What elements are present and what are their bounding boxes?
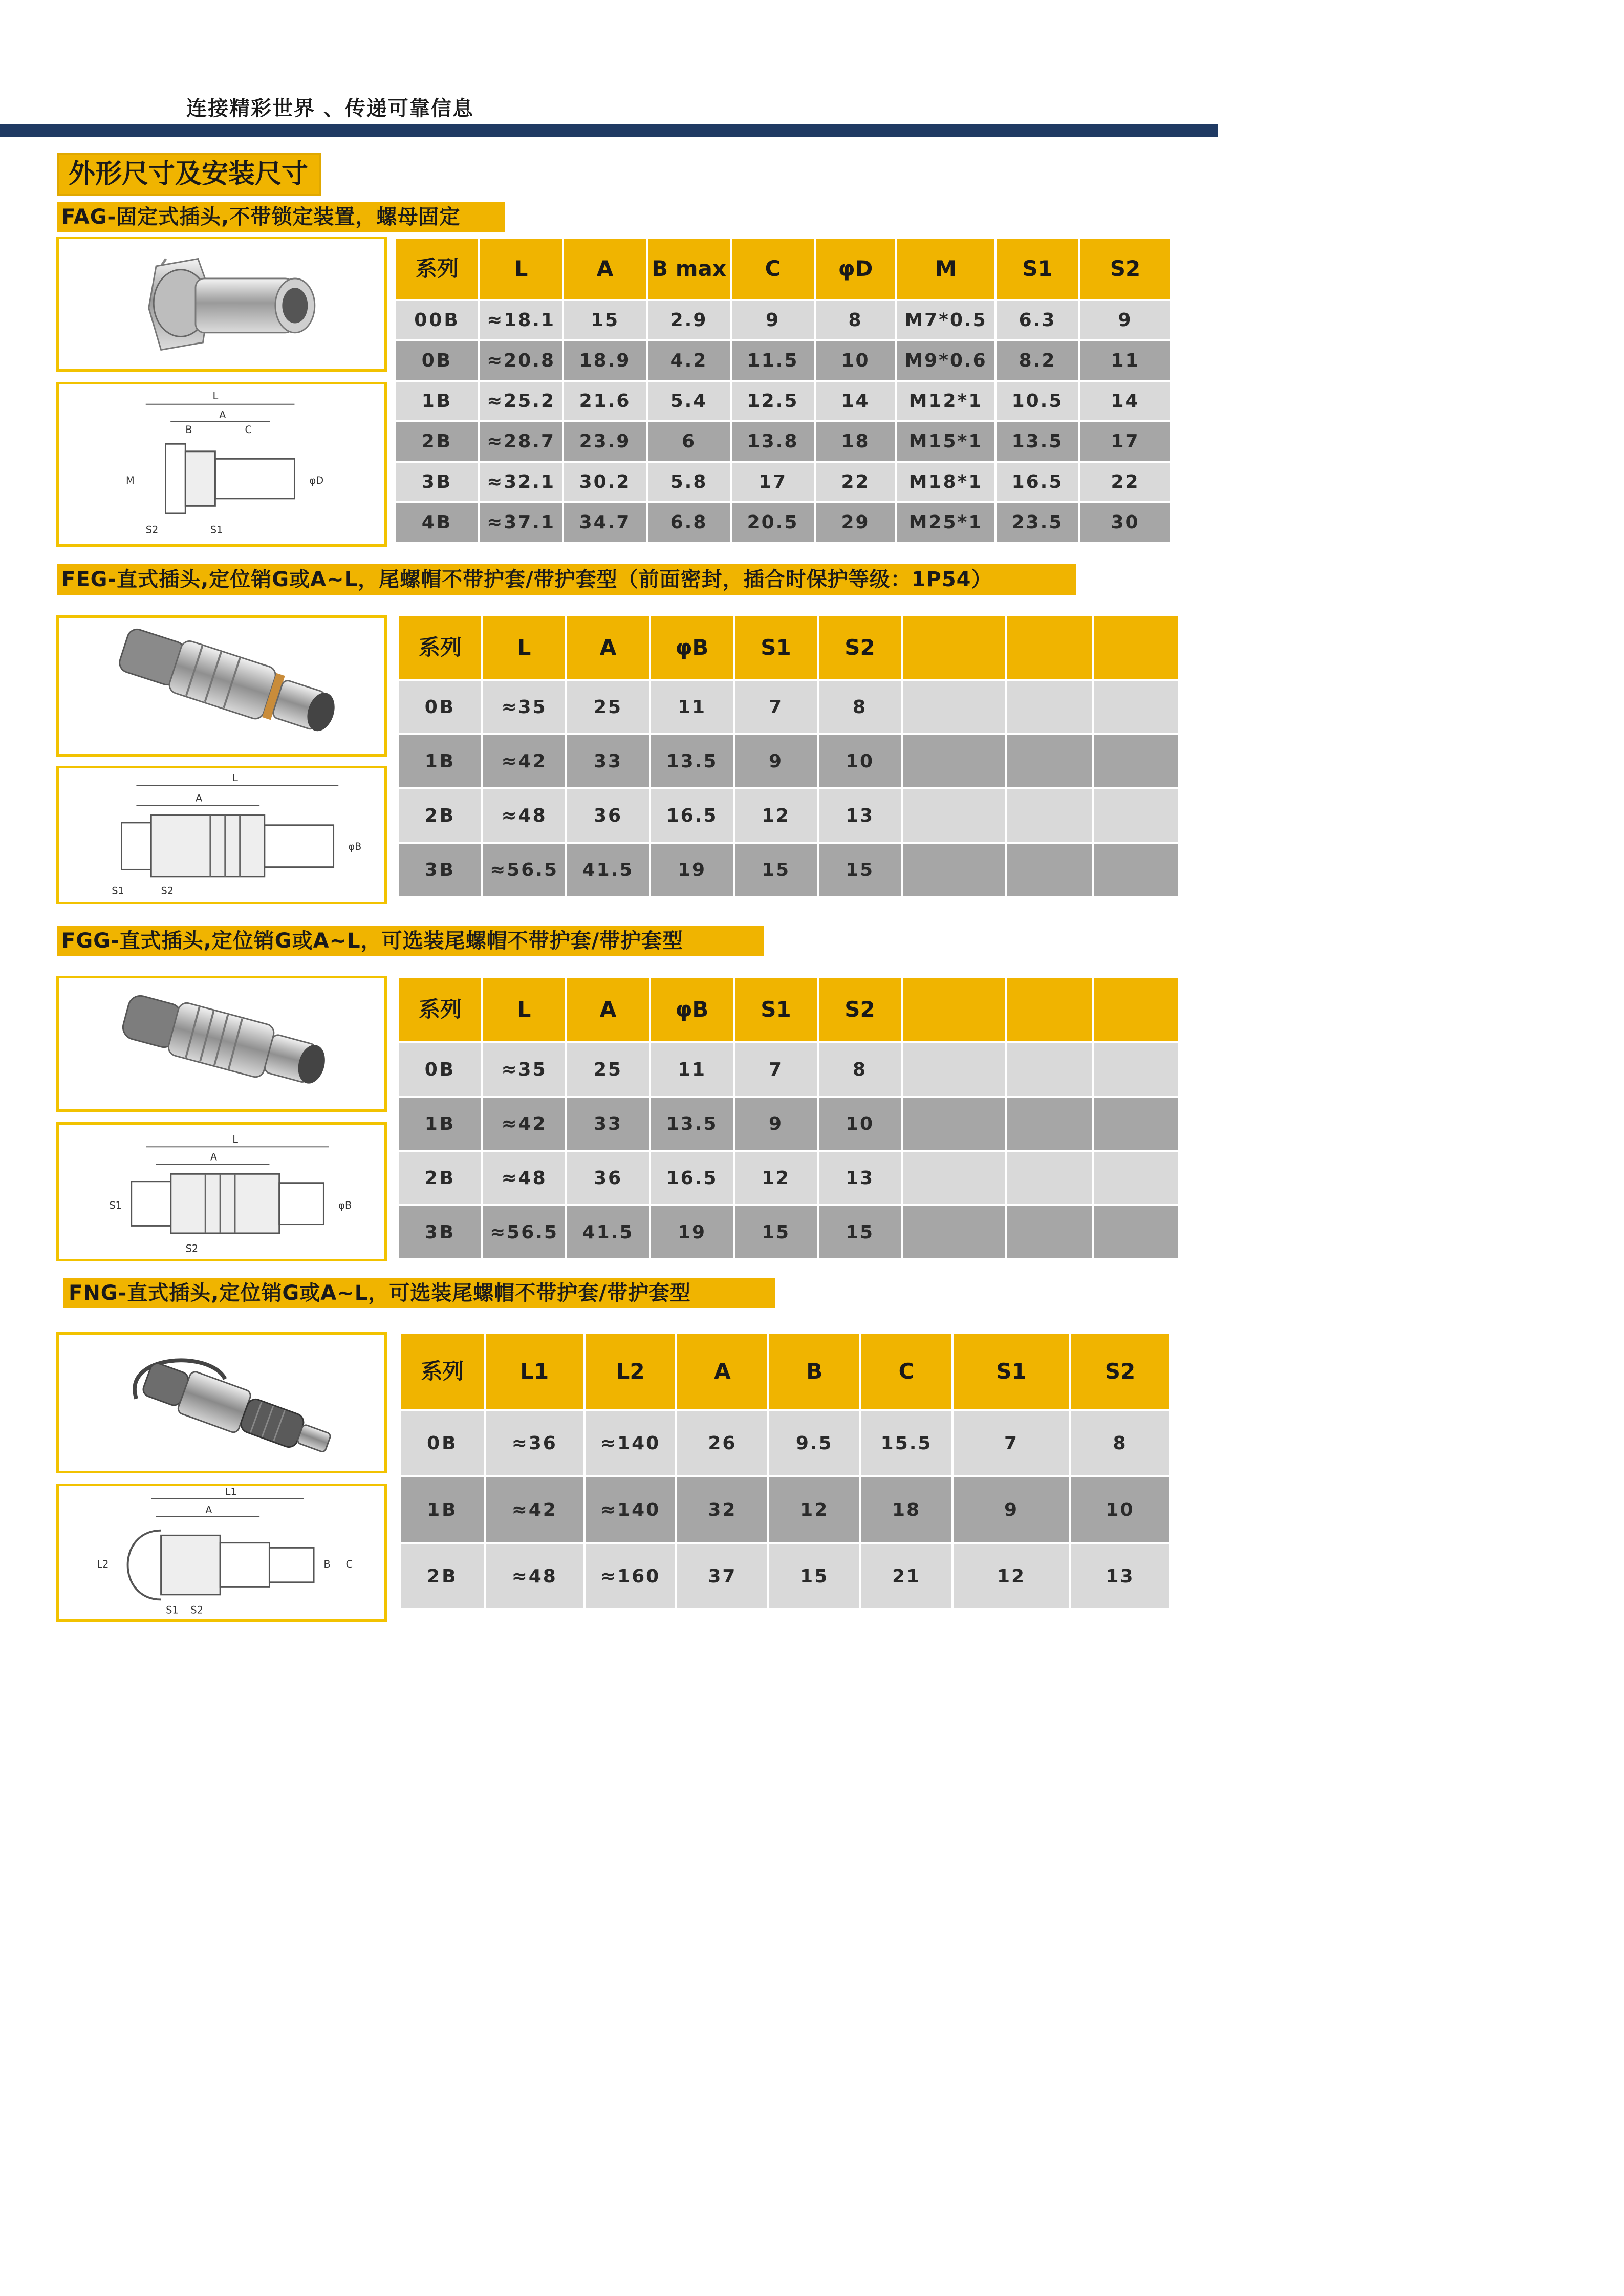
fng-dimension-drawing: [56, 1484, 387, 1622]
table-cell: 13: [1071, 1544, 1169, 1608]
table-cell: [903, 681, 1005, 733]
table-cell: ≈42: [483, 1098, 565, 1150]
table-cell: 15: [769, 1544, 859, 1608]
fng-dim-a: A: [205, 1504, 212, 1516]
column-header: φB: [651, 978, 733, 1041]
table-cell: 11: [651, 1043, 733, 1096]
table-cell: ≈18.1: [480, 301, 562, 339]
table-cell: ≈28.7: [480, 422, 562, 461]
table-row: [396, 503, 1170, 542]
column-header: L: [483, 616, 565, 679]
table-cell: ≈37.1: [480, 503, 562, 542]
feg-dim-s1: S1: [112, 885, 124, 897]
table-row: [401, 1544, 1169, 1608]
table-cell: [903, 1043, 1005, 1096]
column-header: L2: [586, 1334, 676, 1409]
table-cell: 13: [819, 789, 901, 842]
fag-dim-l: L: [212, 390, 219, 402]
column-header: 系列: [396, 239, 478, 299]
table-cell: [1094, 1152, 1178, 1204]
column-header: A: [677, 1334, 767, 1409]
table-cell: 36: [567, 789, 649, 842]
table-cell: [1094, 1206, 1178, 1258]
column-header: S1: [954, 1334, 1069, 1409]
table-cell: 2B: [399, 1152, 481, 1204]
table-cell: 9: [735, 735, 817, 787]
table-cell: [903, 844, 1005, 896]
table-cell: 1B: [401, 1477, 484, 1542]
table-cell: 11: [1080, 341, 1170, 380]
fng-dim-s1: S1: [166, 1604, 179, 1616]
table-cell: 30: [1080, 503, 1170, 542]
table-cell: [903, 1152, 1005, 1204]
fgg-dim-a: A: [210, 1151, 218, 1163]
table-cell: [1007, 1206, 1092, 1258]
table-cell: 29: [816, 503, 895, 542]
feg-dimension-drawing: [56, 766, 387, 904]
column-header: C: [732, 239, 814, 299]
column-header: L: [480, 239, 562, 299]
table-cell: 16.5: [651, 1152, 733, 1204]
table-row: [399, 1152, 1178, 1204]
column-header: B: [769, 1334, 859, 1409]
table-cell: 10: [819, 1098, 901, 1150]
section-label-fgg: FGG-直式插头,定位销G或A~L，可选装尾螺帽不带护套/带护套型: [57, 926, 764, 956]
table-row: [399, 1098, 1178, 1150]
table-cell: 23.5: [997, 503, 1078, 542]
table-cell: 22: [816, 463, 895, 501]
table-cell: 16.5: [997, 463, 1078, 501]
table-cell: ≈56.5: [483, 844, 565, 896]
column-header: A: [567, 978, 649, 1041]
header-slogan: 连接精彩世界 、传递可靠信息: [186, 97, 474, 120]
table-cell: 8: [819, 1043, 901, 1096]
fng-dim-l2: L2: [97, 1558, 109, 1570]
table-cell: 7: [735, 681, 817, 733]
column-header: L1: [486, 1334, 583, 1409]
table-cell: 18: [861, 1477, 951, 1542]
table-cell: ≈42: [486, 1477, 583, 1542]
table-cell: [1007, 681, 1092, 733]
column-header: φB: [651, 616, 733, 679]
fgg-dimension-drawing: [56, 1122, 387, 1261]
table-header-row: [396, 239, 1170, 299]
column-header: S1: [997, 239, 1078, 299]
table-cell: 4B: [396, 503, 478, 542]
table-cell: 10: [816, 341, 895, 380]
table-cell: 16.5: [651, 789, 733, 842]
fag-dim-s2: S2: [145, 524, 159, 536]
table-cell: 25: [567, 1043, 649, 1096]
column-header: [1094, 978, 1178, 1041]
table-cell: 00B: [396, 301, 478, 339]
column-header: A: [567, 616, 649, 679]
table-row: [399, 789, 1178, 842]
column-header: [903, 978, 1005, 1041]
fng-connector-illustration: [59, 1335, 384, 1471]
table-cell: 19: [651, 844, 733, 896]
fng-spec-table: [399, 1332, 1171, 1611]
table-cell: 11: [651, 681, 733, 733]
table-row: [396, 341, 1170, 380]
table-cell: 13.8: [732, 422, 814, 461]
fng-dim-l1: L1: [225, 1486, 237, 1498]
table-cell: 8: [816, 301, 895, 339]
table-cell: 2B: [399, 789, 481, 842]
table-cell: ≈140: [586, 1411, 676, 1475]
table-cell: 33: [567, 735, 649, 787]
column-header: L: [483, 978, 565, 1041]
fgg-dim-s1: S1: [109, 1199, 122, 1211]
column-header: M: [897, 239, 994, 299]
table-row: [396, 422, 1170, 461]
table-cell: 13: [819, 1152, 901, 1204]
table-cell: 13.5: [997, 422, 1078, 461]
table-cell: ≈20.8: [480, 341, 562, 380]
feg-product-photo: [56, 615, 387, 757]
table-cell: ≈56.5: [483, 1206, 565, 1258]
column-header: 系列: [399, 978, 481, 1041]
table-cell: 8: [1071, 1411, 1169, 1475]
table-cell: [903, 735, 1005, 787]
table-row: [399, 844, 1178, 896]
column-header: [1007, 978, 1092, 1041]
table-header-row: [401, 1334, 1169, 1409]
table-cell: [903, 1206, 1005, 1258]
table-cell: 8.2: [997, 341, 1078, 380]
feg-dim-l: L: [232, 772, 238, 784]
table-cell: ≈140: [586, 1477, 676, 1542]
table-cell: 7: [954, 1411, 1069, 1475]
table-cell: [1094, 735, 1178, 787]
column-header: S1: [735, 978, 817, 1041]
fag-dim-s1: S1: [210, 524, 223, 536]
table-cell: 12.5: [732, 382, 814, 420]
table-header-row: [399, 978, 1178, 1041]
table-cell: 4.2: [648, 341, 730, 380]
table-cell: 9: [735, 1098, 817, 1150]
feg-connector-illustration: [59, 618, 384, 754]
table-row: [396, 301, 1170, 339]
table-cell: 32: [677, 1477, 767, 1542]
fng-dim-c: C: [345, 1558, 353, 1570]
table-cell: 33: [567, 1098, 649, 1150]
table-cell: [1094, 844, 1178, 896]
table-cell: 10: [819, 735, 901, 787]
fng-product-photo: [56, 1332, 387, 1473]
table-cell: 9.5: [769, 1411, 859, 1475]
table-cell: 15: [564, 301, 646, 339]
table-cell: 13.5: [651, 735, 733, 787]
section-label-feg: FEG-直式插头,定位销G或A~L，尾螺帽不带护套/带护套型（前面密封，插合时保护等级：1P54）: [57, 564, 1076, 595]
table-cell: [1094, 1043, 1178, 1096]
table-cell: 1B: [396, 382, 478, 420]
table-cell: 26: [677, 1411, 767, 1475]
column-header: [1094, 616, 1178, 679]
page-title: 外形尺寸及安装尺寸: [57, 153, 321, 196]
table-cell: 11.5: [732, 341, 814, 380]
fgg-connector-illustration: [59, 978, 384, 1109]
table-cell: M9*0.6: [897, 341, 994, 380]
table-cell: ≈160: [586, 1544, 676, 1608]
header-bar: [0, 124, 1218, 137]
table-cell: 14: [1080, 382, 1170, 420]
table-cell: 14: [816, 382, 895, 420]
fgg-dim-l: L: [232, 1133, 238, 1146]
table-cell: 1B: [399, 1098, 481, 1150]
column-header: 系列: [401, 1334, 484, 1409]
table-cell: 2B: [401, 1544, 484, 1608]
table-cell: 17: [732, 463, 814, 501]
table-cell: 18: [816, 422, 895, 461]
table-cell: [1007, 735, 1092, 787]
table-cell: 9: [954, 1477, 1069, 1542]
table-cell: 0B: [396, 341, 478, 380]
fag-dim-d: φD: [309, 474, 324, 486]
fag-dimension-drawing: [56, 382, 387, 547]
column-header: φD: [816, 239, 895, 299]
table-cell: [1094, 789, 1178, 842]
fag-dim-b: B: [185, 423, 192, 436]
table-row: [396, 382, 1170, 420]
feg-drawing-svg: [59, 768, 384, 902]
table-cell: 1B: [399, 735, 481, 787]
column-header: C: [861, 1334, 951, 1409]
feg-spec-table: [397, 614, 1180, 898]
feg-dim-a: A: [195, 792, 203, 804]
fag-connector-illustration: [59, 239, 384, 369]
table-cell: 3B: [396, 463, 478, 501]
table-cell: [1007, 1098, 1092, 1150]
column-header: S2: [1080, 239, 1170, 299]
feg-dim-b: φB: [348, 840, 362, 852]
fgg-spec-table: [397, 976, 1180, 1260]
table-cell: M7*0.5: [897, 301, 994, 339]
fag-dim-c: C: [245, 423, 252, 436]
column-header: [903, 616, 1005, 679]
table-cell: 15: [819, 1206, 901, 1258]
column-header: 系列: [399, 616, 481, 679]
table-cell: ≈48: [483, 1152, 565, 1204]
table-cell: M18*1: [897, 463, 994, 501]
table-cell: M25*1: [897, 503, 994, 542]
table-cell: [1007, 1043, 1092, 1096]
column-header: B max: [648, 239, 730, 299]
table-cell: 30.2: [564, 463, 646, 501]
table-cell: ≈42: [483, 735, 565, 787]
table-cell: ≈32.1: [480, 463, 562, 501]
feg-dim-s2: S2: [161, 885, 174, 897]
table-cell: ≈35: [483, 1043, 565, 1096]
table-row: [401, 1477, 1169, 1542]
table-cell: ≈48: [486, 1544, 583, 1608]
table-cell: 34.7: [564, 503, 646, 542]
table-cell: 2.9: [648, 301, 730, 339]
table-row: [399, 1043, 1178, 1096]
column-header: [1007, 616, 1092, 679]
table-cell: [903, 1098, 1005, 1150]
table-cell: 9: [732, 301, 814, 339]
table-cell: 20.5: [732, 503, 814, 542]
table-cell: 41.5: [567, 844, 649, 896]
table-row: [396, 463, 1170, 501]
table-cell: 6.8: [648, 503, 730, 542]
table-cell: 36: [567, 1152, 649, 1204]
table-cell: 41.5: [567, 1206, 649, 1258]
section-label-fag: FAG-固定式插头,不带锁定装置，螺母固定: [57, 202, 505, 232]
table-cell: [1007, 789, 1092, 842]
table-cell: [1094, 1098, 1178, 1150]
table-cell: 19: [651, 1206, 733, 1258]
fgg-dim-s2: S2: [185, 1242, 199, 1255]
fng-drawing-svg: [59, 1486, 384, 1619]
table-cell: ≈48: [483, 789, 565, 842]
table-row: [399, 735, 1178, 787]
table-cell: 5.4: [648, 382, 730, 420]
table-cell: 21.6: [564, 382, 646, 420]
table-header-row: [399, 616, 1178, 679]
table-cell: 12: [735, 789, 817, 842]
table-cell: 3B: [399, 1206, 481, 1258]
table-cell: 0B: [399, 1043, 481, 1096]
fgg-product-photo: [56, 976, 387, 1112]
column-header: A: [564, 239, 646, 299]
column-header: S2: [819, 978, 901, 1041]
table-cell: 10.5: [997, 382, 1078, 420]
table-cell: 6.3: [997, 301, 1078, 339]
table-cell: 12: [954, 1544, 1069, 1608]
table-cell: 15.5: [861, 1411, 951, 1475]
table-cell: 25: [567, 681, 649, 733]
table-cell: 18.9: [564, 341, 646, 380]
fng-dim-s2: S2: [190, 1604, 203, 1616]
table-cell: ≈36: [486, 1411, 583, 1475]
fag-product-photo: [56, 237, 387, 372]
fng-dim-b: B: [323, 1558, 331, 1570]
table-cell: 15: [819, 844, 901, 896]
fag-dim-a: A: [219, 409, 226, 421]
table-row: [401, 1411, 1169, 1475]
table-cell: 17: [1080, 422, 1170, 461]
column-header: S2: [1071, 1334, 1169, 1409]
table-cell: 12: [769, 1477, 859, 1542]
column-header: S1: [735, 616, 817, 679]
table-cell: 9: [1080, 301, 1170, 339]
column-header: S2: [819, 616, 901, 679]
table-cell: 8: [819, 681, 901, 733]
fag-drawing-svg: [59, 384, 384, 544]
table-cell: 23.9: [564, 422, 646, 461]
fgg-dim-b: φB: [338, 1199, 352, 1211]
table-cell: 5.8: [648, 463, 730, 501]
table-cell: ≈25.2: [480, 382, 562, 420]
table-cell: 13.5: [651, 1098, 733, 1150]
table-cell: 12: [735, 1152, 817, 1204]
table-cell: M15*1: [897, 422, 994, 461]
table-cell: 7: [735, 1043, 817, 1096]
table-cell: 22: [1080, 463, 1170, 501]
table-row: [399, 681, 1178, 733]
table-cell: [1007, 1152, 1092, 1204]
section-label-fng: FNG-直式插头,定位销G或A~L，可选装尾螺帽不带护套/带护套型: [63, 1278, 775, 1308]
table-cell: 10: [1071, 1477, 1169, 1542]
table-cell: 3B: [399, 844, 481, 896]
table-cell: 6: [648, 422, 730, 461]
table-cell: 15: [735, 1206, 817, 1258]
table-cell: 0B: [399, 681, 481, 733]
table-row: [399, 1206, 1178, 1258]
table-cell: 21: [861, 1544, 951, 1608]
table-cell: M12*1: [897, 382, 994, 420]
table-cell: 0B: [401, 1411, 484, 1475]
table-cell: [903, 789, 1005, 842]
table-cell: 15: [735, 844, 817, 896]
table-cell: ≈35: [483, 681, 565, 733]
table-cell: 2B: [396, 422, 478, 461]
table-cell: 37: [677, 1544, 767, 1608]
fgg-drawing-svg: [59, 1125, 384, 1259]
table-cell: [1094, 681, 1178, 733]
table-cell: [1007, 844, 1092, 896]
fag-spec-table: [394, 237, 1172, 544]
fag-dim-m: M: [125, 474, 135, 486]
